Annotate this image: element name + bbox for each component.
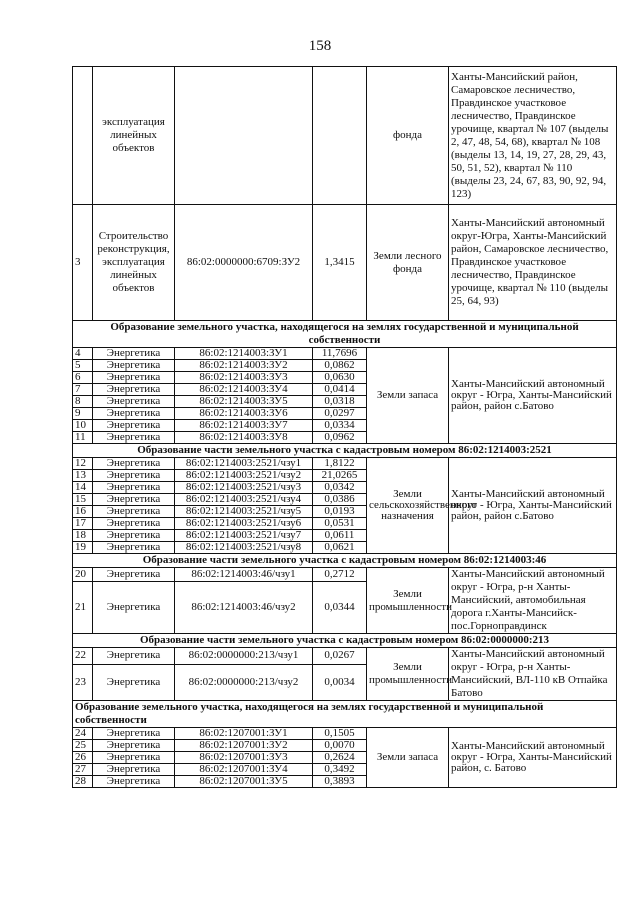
row-purpose: Энергетика	[93, 470, 175, 482]
row-number: 26	[73, 752, 93, 764]
row-purpose: Энергетика	[93, 764, 175, 776]
row-number: 23	[73, 664, 93, 700]
section-title: Образование земельного участка, находящегося на землях государственной и муниципальной собственности	[73, 321, 617, 348]
row-cadastral: 86:02:1207001:ЗУ1	[175, 728, 313, 740]
row-cadastral: 86:02:1214003:ЗУ7	[175, 420, 313, 432]
table-row	[73, 458, 617, 470]
row-purpose: Строительство реконструкция, эксплуатация линейных объектов	[93, 205, 175, 321]
section-location: Ханты-Мансийский автономный округ - Югра, Ханты-Мансийский район, район с.Батово	[449, 348, 617, 444]
row-number: 3	[73, 205, 93, 321]
section-header-row	[73, 634, 617, 648]
row-area: 0,3492	[313, 764, 367, 776]
row-area: 0,0630	[313, 372, 367, 384]
row-cadastral: 86:02:1214003:ЗУ3	[175, 372, 313, 384]
row-cadastral: 86:02:0000000:6709:ЗУ2	[175, 205, 313, 321]
row-cadastral: 86:02:1214003:46/чзу1	[175, 568, 313, 582]
table-row	[73, 728, 617, 740]
row-area: 0,0962	[313, 432, 367, 444]
row-cadastral: 86:02:1207001:ЗУ3	[175, 752, 313, 764]
row-cadastral: 86:02:0000000:213/чзу2	[175, 664, 313, 700]
row-cadastral: 86:02:1214003:ЗУ8	[175, 432, 313, 444]
row-number	[73, 67, 93, 205]
row-area: 0,0318	[313, 396, 367, 408]
row-purpose: Энергетика	[93, 372, 175, 384]
row-purpose: Энергетика	[93, 432, 175, 444]
row-location: Ханты-Мансийский район, Самаровское лесничество, Правдинское участковое лесничество, Правдинское урочище, квартал № 107 (выделы 2, 47, 48, 54, 68), квартал № 108 (выделы 13, 14, 19, 27, 28, 29, 43, 50, 51, 52), квартал № 110 (выделы 23, 24, 67, 83, 90, 92, 94, 123)	[449, 67, 617, 205]
row-number: 4	[73, 348, 93, 360]
section-header-row	[73, 554, 617, 568]
row-number: 8	[73, 396, 93, 408]
row-number: 6	[73, 372, 93, 384]
row-purpose: Энергетика	[93, 530, 175, 542]
row-purpose: Энергетика	[93, 458, 175, 470]
row-area: 0,0034	[313, 664, 367, 700]
section-location: Ханты-Мансийский автономный округ - Югра, Ханты-Мансийский район, с. Батово	[449, 728, 617, 788]
row-purpose: Энергетика	[93, 648, 175, 665]
row-area: 0,2624	[313, 752, 367, 764]
section-category: Земли запаса	[367, 728, 449, 788]
page-number: 158	[308, 38, 332, 54]
row-area: 0,0611	[313, 530, 367, 542]
row-cadastral: 86:02:1214003:2521/чзу2	[175, 470, 313, 482]
land-plots-table	[72, 66, 617, 788]
row-cadastral: 86:02:1214003:2521/чзу7	[175, 530, 313, 542]
row-number: 7	[73, 384, 93, 396]
row-number: 19	[73, 542, 93, 554]
section-category: Земли промышленности	[367, 648, 449, 701]
row-area: 21,0265	[313, 470, 367, 482]
row-cadastral: 86:02:1214003:ЗУ4	[175, 384, 313, 396]
row-purpose: Энергетика	[93, 408, 175, 420]
row-area: 0,0621	[313, 542, 367, 554]
row-area: 0,3893	[313, 776, 367, 788]
row-area: 0,0342	[313, 482, 367, 494]
row-purpose: Энергетика	[93, 506, 175, 518]
section-title: Образование части земельного участка с кадастровым номером 86:02:0000000:213	[73, 634, 617, 648]
row-category: фонда	[367, 67, 449, 205]
row-number: 25	[73, 740, 93, 752]
row-number: 18	[73, 530, 93, 542]
section-header-row	[73, 444, 617, 458]
row-area: 0,0344	[313, 582, 367, 634]
row-purpose: Энергетика	[93, 348, 175, 360]
row-purpose: Энергетика	[93, 582, 175, 634]
row-number: 24	[73, 728, 93, 740]
row-number: 28	[73, 776, 93, 788]
row-purpose: Энергетика	[93, 482, 175, 494]
row-number: 14	[73, 482, 93, 494]
row-number: 11	[73, 432, 93, 444]
row-area: 11,7696	[313, 348, 367, 360]
row-cadastral	[175, 67, 313, 205]
section-title: Образование части земельного участка с кадастровым номером 86:02:1214003:2521	[73, 444, 617, 458]
section-category: Земли запаса	[367, 348, 449, 444]
row-number: 27	[73, 764, 93, 776]
row-area: 0,0862	[313, 360, 367, 372]
table-row	[73, 67, 617, 205]
row-area: 0,0414	[313, 384, 367, 396]
row-cadastral: 86:02:1214003:2521/чзу5	[175, 506, 313, 518]
section-header-row	[73, 701, 617, 728]
row-area: 0,0297	[313, 408, 367, 420]
row-number: 5	[73, 360, 93, 372]
section-location: Ханты-Мансийский автономный округ - Югра, Ханты-Мансийский район, район с.Батово	[449, 458, 617, 554]
row-cadastral: 86:02:1214003:ЗУ1	[175, 348, 313, 360]
row-purpose: Энергетика	[93, 568, 175, 582]
row-area: 0,0193	[313, 506, 367, 518]
row-number: 9	[73, 408, 93, 420]
row-number: 10	[73, 420, 93, 432]
row-area: 1,8122	[313, 458, 367, 470]
row-number: 15	[73, 494, 93, 506]
row-cadastral: 86:02:1214003:46/чзу2	[175, 582, 313, 634]
section-header-row	[73, 321, 617, 348]
row-purpose: Энергетика	[93, 494, 175, 506]
row-number: 21	[73, 582, 93, 634]
row-number: 20	[73, 568, 93, 582]
row-cadastral: 86:02:1214003:2521/чзу1	[175, 458, 313, 470]
row-purpose: Энергетика	[93, 752, 175, 764]
table-row	[73, 648, 617, 665]
row-purpose: Энергетика	[93, 360, 175, 372]
row-number: 16	[73, 506, 93, 518]
row-cadastral: 86:02:1214003:2521/чзу6	[175, 518, 313, 530]
row-purpose: Энергетика	[93, 728, 175, 740]
row-cadastral: 86:02:1207001:ЗУ2	[175, 740, 313, 752]
row-area: 1,3415	[313, 205, 367, 321]
row-location: Ханты-Мансийский автономный округ-Югра, Ханты-Мансийский район, Самаровское лесничество, Правдинское участковое лесничество, Правдинское урочище, квартал № 110 (выделы 25, 64, 93)	[449, 205, 617, 321]
section-location: Ханты-Мансийский автономный округ - Югра, р-н Ханты-Мансийский, ВЛ-110 кВ Отпайка Батово	[449, 648, 617, 701]
row-number: 13	[73, 470, 93, 482]
row-area: 0,0531	[313, 518, 367, 530]
row-purpose: Энергетика	[93, 740, 175, 752]
row-number: 17	[73, 518, 93, 530]
row-area	[313, 67, 367, 205]
row-number: 22	[73, 648, 93, 665]
section-category: Земли сельскохозяйственного назначения	[367, 458, 449, 554]
section-title: Образование части земельного участка с кадастровым номером 86:02:1214003:46	[73, 554, 617, 568]
row-area: 0,0070	[313, 740, 367, 752]
row-cadastral: 86:02:1214003:ЗУ5	[175, 396, 313, 408]
section-location: Ханты-Мансийский автономный округ - Югра, р-н Ханты-Мансийский, автомобильная дорога г.Ханты-Мансийск-пос.Горноправдинск	[449, 568, 617, 634]
row-cadastral: 86:02:1214003:ЗУ2	[175, 360, 313, 372]
table-row	[73, 348, 617, 360]
table-row	[73, 205, 617, 321]
row-area: 0,0386	[313, 494, 367, 506]
row-category: Земли лесного фонда	[367, 205, 449, 321]
row-purpose: Энергетика	[93, 542, 175, 554]
row-area: 0,1505	[313, 728, 367, 740]
section-category: Земли промышленности	[367, 568, 449, 634]
row-cadastral: 86:02:1207001:ЗУ4	[175, 764, 313, 776]
row-area: 0,0334	[313, 420, 367, 432]
row-area: 0,0267	[313, 648, 367, 665]
row-cadastral: 86:02:1214003:ЗУ6	[175, 408, 313, 420]
row-cadastral: 86:02:1214003:2521/чзу8	[175, 542, 313, 554]
row-cadastral: 86:02:1214003:2521/чзу3	[175, 482, 313, 494]
row-purpose: эксплуатация линейных объектов	[93, 67, 175, 205]
table-row	[73, 568, 617, 582]
section-title: Образование земельного участка, находящегося на землях государственной и муниципальной собственности	[73, 701, 617, 728]
row-number: 12	[73, 458, 93, 470]
row-purpose: Энергетика	[93, 384, 175, 396]
row-purpose: Энергетика	[93, 776, 175, 788]
row-cadastral: 86:02:0000000:213/чзу1	[175, 648, 313, 665]
row-area: 0,2712	[313, 568, 367, 582]
row-purpose: Энергетика	[93, 518, 175, 530]
row-purpose: Энергетика	[93, 396, 175, 408]
row-cadastral: 86:02:1214003:2521/чзу4	[175, 494, 313, 506]
row-cadastral: 86:02:1207001:ЗУ5	[175, 776, 313, 788]
row-purpose: Энергетика	[93, 420, 175, 432]
row-purpose: Энергетика	[93, 664, 175, 700]
